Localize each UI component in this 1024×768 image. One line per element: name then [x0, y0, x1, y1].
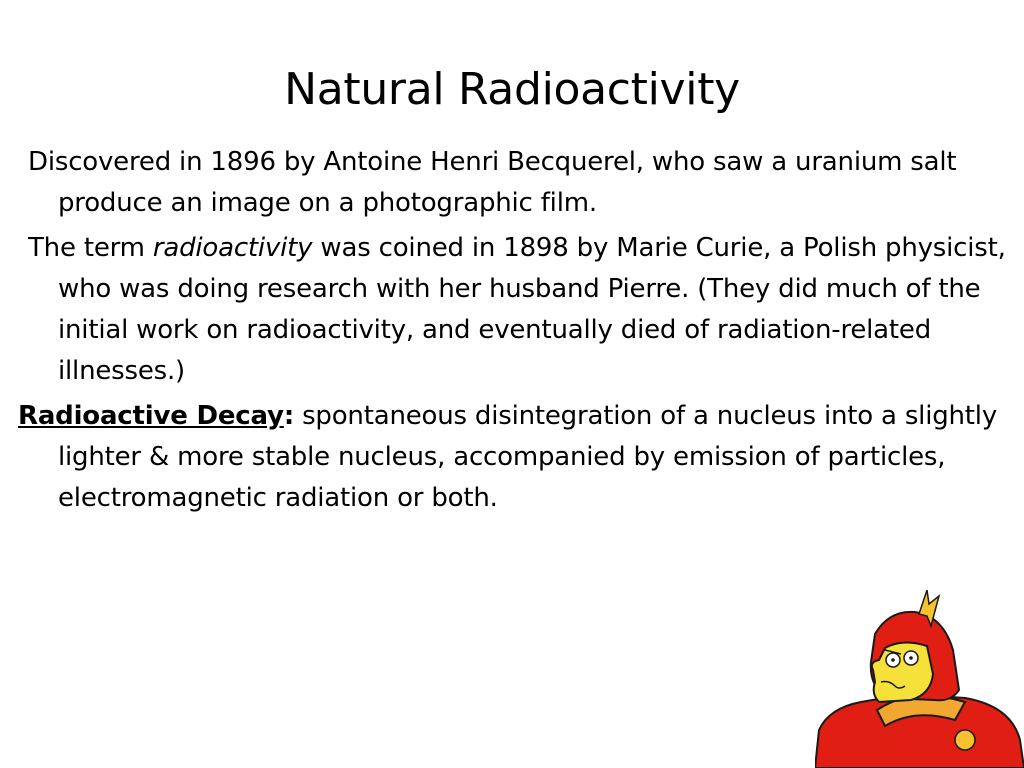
term-word: radioactivity: [152, 233, 313, 263]
mascot-emblem: [955, 730, 975, 750]
decay-definition: spontaneous disintegration of a nucleus into a slightly lighter & more stable nucleus, accompanied by emission of particles, electromagnetic radiation or both.: [58, 401, 998, 513]
paragraph-decay: [18, 396, 1018, 519]
slide-title: Natural Radioactivity: [284, 64, 740, 115]
radioactive-man-cartoon-icon: [815, 590, 1024, 768]
slide-body: [18, 142, 1018, 523]
decay-term: Radioactive Decay: [18, 401, 284, 431]
discovery-text: Discovered in 1896 by Antoine Henri Becquerel, who saw a uranium salt produce an image on a photographic film.: [28, 147, 957, 218]
paragraph-discovery: [18, 142, 1018, 224]
paragraph-term: [18, 228, 1018, 392]
term-suffix: was coined in 1898 by Marie Curie, a Polish physicist, who was doing research with her husband Pierre. (They did much of the initial work on radioactivity, and eventually died of radiation-related illnesses.): [58, 233, 1006, 386]
term-prefix: The term: [28, 233, 153, 263]
decay-colon: :: [283, 401, 295, 431]
